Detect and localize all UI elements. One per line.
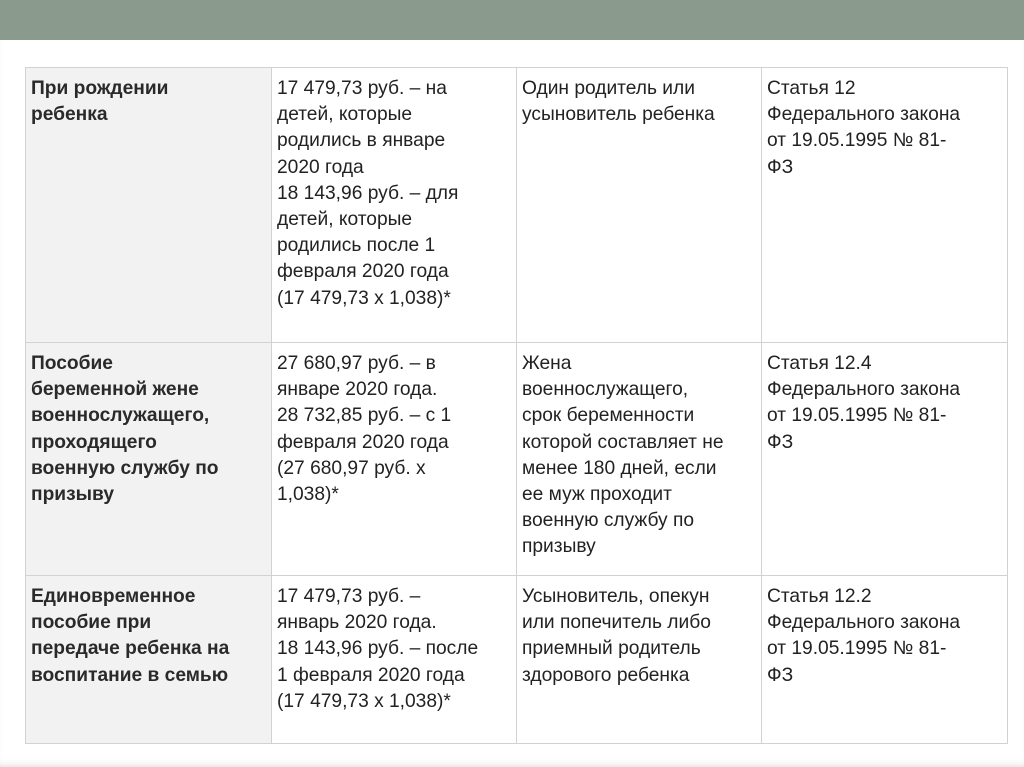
benefit-amount-cell: 17 479,73 руб. – январь 2020 года. 18 143,96 руб. – после 1 февраля 2020 года (17 479,73 х 1,038)* (272, 576, 517, 744)
benefit-type-cell: Пособие беременной жене военнослужащего, проходящего военную службу по призыву (26, 343, 272, 576)
benefit-law-cell: Статья 12 Федерального закона от 19.05.1995 № 81- ФЗ (762, 68, 1008, 343)
benefit-law-cell: Статья 12.2 Федерального закона от 19.05.1995 № 81- ФЗ (762, 576, 1008, 744)
benefit-type-cell: При рождении ребенка (26, 68, 272, 343)
slide-body (0, 40, 1024, 767)
benefit-recipient-cell: Усыновитель, опекун или попечитель либо приемный родитель здорового ребенка (517, 576, 762, 744)
benefits-table (25, 67, 1008, 744)
benefit-recipient-cell: Жена военнослужащего, срок беременности которой составляет не менее 180 дней, если ее муж проходит военную службу по призыву (517, 343, 762, 576)
table-row (26, 343, 1008, 576)
benefit-type-cell: Единовременное пособие при передаче ребенка на воспитание в семью (26, 576, 272, 744)
benefit-recipient-cell: Один родитель или усыновитель ребенка (517, 68, 762, 343)
benefit-law-cell: Статья 12.4 Федерального закона от 19.05.1995 № 81- ФЗ (762, 343, 1008, 576)
table-row (26, 68, 1008, 343)
benefit-amount-cell: 27 680,97 руб. – в январе 2020 года. 28 732,85 руб. – с 1 февраля 2020 года (27 680,97 руб. х 1,038)* (272, 343, 517, 576)
table-row (26, 576, 1008, 744)
slide-header-bar (0, 0, 1024, 40)
benefit-amount-cell: 17 479,73 руб. – на детей, которые родились в январе 2020 года 18 143,96 руб. – для детей, которые родились после 1 февраля 2020 года (17 479,73 х 1,038)* (272, 68, 517, 343)
